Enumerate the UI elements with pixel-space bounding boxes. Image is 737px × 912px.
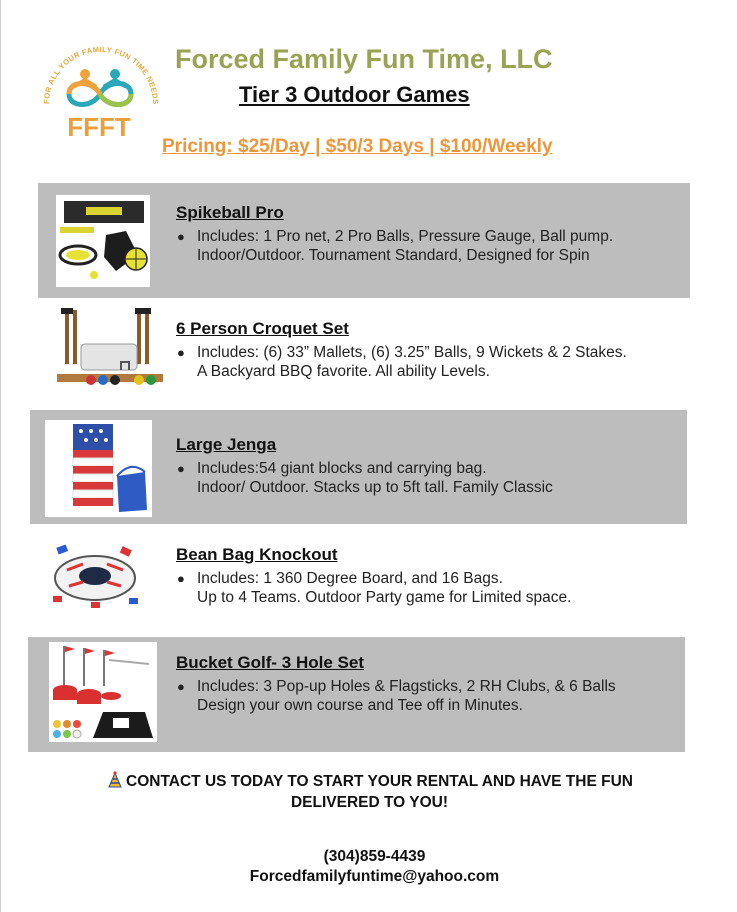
game-title: Large Jenga [176, 435, 277, 454]
game-croquet [176, 319, 627, 381]
party-hat-icon [106, 771, 124, 789]
bullet-icon: ● [177, 345, 185, 360]
game-description: Indoor/Outdoor. Tournament Standard, Designed for Spin [197, 247, 590, 264]
bean-bag-knockout-image [47, 538, 143, 612]
logo-graphic [35, 42, 165, 142]
game-includes [176, 569, 571, 588]
game-spikeball [176, 203, 613, 265]
game-description: Up to 4 Teams. Outdoor Party game for Limited space. [197, 589, 572, 606]
game-includes [176, 343, 627, 362]
pricing-line: Pricing: $25/Day | $50/3 Days | $100/Weekly [162, 136, 553, 157]
contact-phone[interactable]: (304)859-4439 [323, 848, 426, 865]
game-includes-text: Includes:54 giant blocks and carrying bag. [197, 460, 487, 477]
game-includes-text: Includes: 3 Pop-up Holes & Flagsticks, 2 RH Clubs, & 6 Balls [197, 678, 616, 695]
game-description: A Backyard BBQ favorite. All ability Levels. [197, 363, 490, 380]
page-title: Tier 3 Outdoor Games [239, 82, 470, 107]
cta-line-2: DELIVERED TO YOU! [290, 794, 449, 811]
bullet-icon: ● [177, 679, 185, 694]
call-to-action [1, 771, 737, 813]
company-name: Forced Family Fun Time, LLC [175, 44, 553, 74]
game-includes-text: Includes: (6) 33” Mallets, (6) 3.25” Balls, 9 Wickets & 2 Stakes. [197, 344, 627, 361]
game-includes [176, 227, 613, 246]
game-includes [176, 677, 616, 696]
game-includes-text: Includes: 1 360 Degree Board, and 16 Bags. [197, 570, 503, 587]
cta-line-1-text: CONTACT US TODAY TO START YOUR RENTAL AND HAVE THE FUN [126, 773, 633, 790]
cta-line-1 [1, 771, 737, 792]
bullet-icon: ● [177, 229, 185, 244]
game-title: Spikeball Pro [176, 203, 284, 222]
croquet-image [51, 306, 169, 396]
company-logo [35, 42, 165, 142]
bullet-icon: ● [177, 571, 185, 586]
logo-text: FFFT [67, 112, 131, 142]
bucket-golf-image [49, 642, 157, 742]
logo-tagline: FOR ALL YOUR FAMILY FUN TIME NEEDS [41, 44, 161, 105]
game-includes [176, 459, 553, 478]
contact-email[interactable]: Forcedfamilyfuntime@yahoo.com [249, 868, 500, 885]
jenga-image [45, 420, 152, 517]
game-jenga [176, 435, 553, 497]
bullet-icon: ● [177, 461, 185, 476]
game-title: Bucket Golf- 3 Hole Set [176, 653, 364, 672]
game-description: Indoor/ Outdoor. Stacks up to 5ft tall. Family Classic [197, 479, 553, 496]
spikeball-image [56, 195, 150, 287]
game-includes-text: Includes: 1 Pro net, 2 Pro Balls, Pressure Gauge, Ball pump. [197, 228, 614, 245]
game-title: 6 Person Croquet Set [176, 319, 349, 338]
game-bucket-golf [176, 653, 616, 715]
game-description: Design your own course and Tee off in Minutes. [197, 697, 523, 714]
game-bean-bag-knockout [176, 545, 571, 607]
game-title: Bean Bag Knockout [176, 545, 338, 564]
